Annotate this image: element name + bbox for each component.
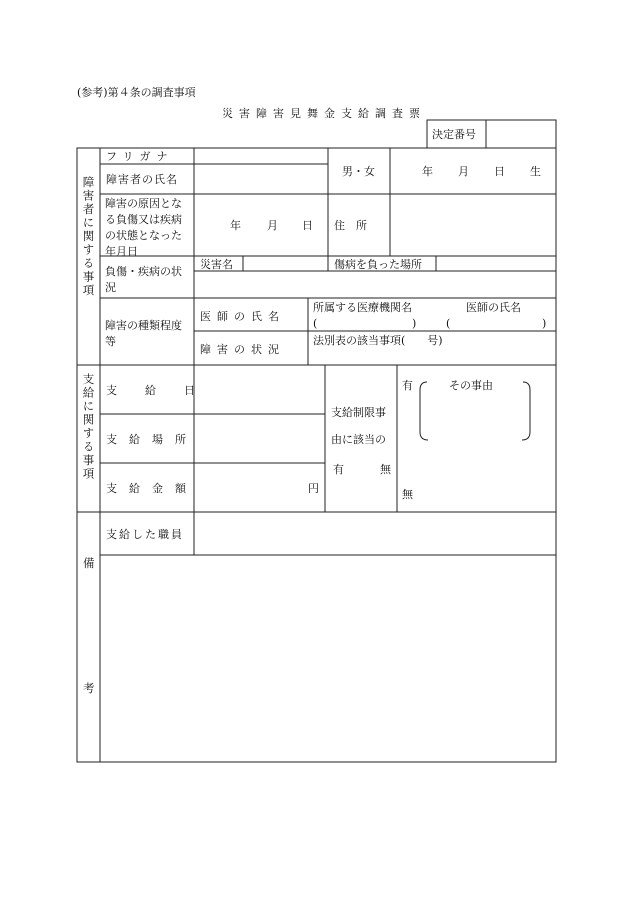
reason-label: その事由 <box>449 379 493 392</box>
remarks-field[interactable] <box>105 560 552 756</box>
doctor-name-label: 医師の氏名 <box>200 310 285 323</box>
furigana-field[interactable] <box>200 151 324 163</box>
birth-month-label: 月 <box>458 165 469 178</box>
appendix-label: 法別表の該当事項( 号) <box>313 334 443 347</box>
birth-year-label: 年 <box>422 165 433 178</box>
birth-day-label: 日 <box>494 165 505 178</box>
injury-place-label: 傷病を負った場所 <box>334 258 422 271</box>
injury-status-label: 負傷・疾病の状況 <box>105 265 182 294</box>
disability-type-label: 障害の種類程度等 <box>105 319 182 348</box>
amount-unit: 円 <box>308 482 319 495</box>
staff-label: 支給した職員 <box>106 528 184 541</box>
furigana-label: フリガナ <box>106 150 174 163</box>
address-field[interactable] <box>394 200 552 250</box>
injury-status-field[interactable] <box>200 276 552 294</box>
remarks-heading-1: 備 <box>83 556 95 570</box>
doctor-paren-close: ) <box>542 317 547 330</box>
institution-paren-close: ) <box>412 317 417 330</box>
staff-field[interactable] <box>200 518 552 550</box>
institution-label: 所属する医療機関名 <box>313 301 412 314</box>
restriction-yes-word: 有 <box>333 463 344 476</box>
cause-day-label: 日 <box>302 219 313 232</box>
cause-date-label: 障害の原因となる負傷又は疾病の状態となった年月日 <box>105 197 182 258</box>
gender-options[interactable]: 男・女 <box>342 165 375 178</box>
disaster-name-label: 災害名 <box>200 258 233 271</box>
restriction-no-word: 無 <box>380 463 391 476</box>
payment-place-label: 支給場所 <box>106 433 198 446</box>
payment-place-field[interactable] <box>200 420 320 458</box>
doctor-name2-label: 医師の氏名 <box>466 301 521 314</box>
restriction-yes-option[interactable]: 有 <box>402 379 413 392</box>
section-disabled-heading: 障害者に関する事項 <box>81 176 96 298</box>
institution-paren-open: ( <box>313 317 318 330</box>
payment-date-field[interactable] <box>200 372 320 410</box>
payment-date-label: 支給日 <box>106 384 223 397</box>
payment-amount-label: 支給金額 <box>106 482 198 495</box>
remarks-heading-2: 考 <box>83 681 95 695</box>
cause-year-label: 年 <box>230 219 241 232</box>
name-field[interactable] <box>200 172 324 186</box>
decision-number-label: 決定番号 <box>432 128 476 141</box>
birth-suffix-label: 生 <box>530 165 541 178</box>
form-title: 災害障害見舞金支給調査票 <box>222 107 426 120</box>
reference-note: (参考)第４条の調査事項 <box>77 86 196 99</box>
injury-place-field[interactable] <box>440 259 552 270</box>
reason-field[interactable] <box>426 396 526 436</box>
address-label: 住 所 <box>334 219 367 232</box>
restriction-no-option[interactable]: 無 <box>402 488 413 501</box>
condition-label: 障害の状況 <box>200 343 285 356</box>
section-payment-heading: 支給に関する事項 <box>81 373 96 481</box>
doctor-paren-open: ( <box>446 317 451 330</box>
payment-amount-field[interactable] <box>200 470 300 506</box>
cause-month-label: 月 <box>267 219 278 232</box>
disaster-name-field[interactable] <box>246 259 324 270</box>
restriction-line-2: 由に該当の <box>331 433 386 446</box>
name-label: 障害者の氏名 <box>106 173 178 186</box>
restriction-line-1: 支給制限事 <box>331 406 386 419</box>
